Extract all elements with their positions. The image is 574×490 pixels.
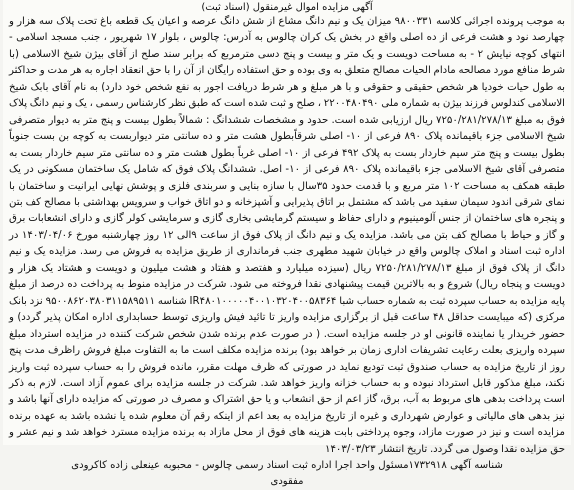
notice-header: آگهی مزایده اموال غیرمنقول (اسناد ثبت) [201, 2, 373, 13]
notice-id-and-signatory: شناسه آگهی ۱۷۳۲۹۱۸مسئول واحد اجرا اداره ثبت اسناد رسمی چالوس - محبوبه عینعلی زاده کاکرودی [71, 460, 503, 472]
notice-body: به موجب پرونده اجرائی کلاسه ۹۸۰۰۳۳۱ میزان یک و نیم دانگ مشاع از شش دانگ عرصه و اعیان یک قطعه باغ تحت پلاک سه هزار و چهارصد نود و هشت فرعی از ده اصلی واقع در بخش یک کران چالوس به آدرس: چالوس ، بلوار ۱۷ شهریور ، جنب مسجد اسلامی - انتهای کوچه نیایش ۲ - به مساحت دویست و یک متر و بیست و پنج دسی مترمربع که برابر سند صلح از آقای بیژن شیخ الاسلامی (با شرط منافع مورد مصالحه مادام الحیات مصالح متعلق به وی بوده و حق استفاده رایگان از آن را با حق انعقاد اجاره به هر مدت و حداکثر به طول حیات خودیا هر شخص حقیقی و حقوقی و با هر مبلغ و هر شرط دریافت اجور به نفع شخص خود دارد) به نام آقای بابک شیخ الاسلامی کندلوس فرزند بیژن به شماره ملی ۲۲۰۰۴۸۰۴۹۰ ، صلح و ثبت شده است که طبق نظر کارشناس رسمی ، یک و نیم دانگ پلاک فوق به مبلغ ۷۲۵۰/۲۸۱/۲۷۸/۱۳ ریال ارزیابی شده است. حدود و مشخصات ششدانگ : شمالاً بطول بیست و پنج متر به دیوار متصرفی شیخ الاسلامی جزء باقیمانده پلاک ۸۹۰ فرعی از ۱۰- اصلی شرقاًبطول هشت متر و ده سانتی متر دیواربست به کوچه بن بست جنوباً بطول بیست و پنج متر سیم خاردار بست به پلاک ۴۹۲ فرعی از ۱۰- اصلی غرباً بطول هشت متر و ده سانتی متر سیم خاردار بست به متصرفی آقای شیخ الاسلامی جزء باقیمانده پلاک ۸۹۰ فرعی از ۱۰- اصل. ششدانگ پلاک فوق که شامل یک ساختمان مسکونی در یک طبقه همکف به مساحت ۱۰۲ متر مربع و با قدمت حدود ۳۵سال با سازه بنایی و سربندی فلزی و پوشش نهایی ایرانیت و ساختمان با نمای شرقی اندود سیمان سفید می باشد که مشتمل بر اتاق پذیرایی و آشپزخانه و دو اتاق خواب و سرویس بهداشتی با مصالح کف بتن و پنجره های ساختمان از جنس آلومینیوم و دارای حفاظ و سیستم گرمایشی بخاری گازی و سرمایشی کولر گازی و دارای انشعابات برق و گاز و حیاط با مصالح کف بتن می باشد. مزایده یک و نیم دانگ از پلاک فوق از ساعت ۹الی ۱۲ روز چهارشنبه مورخ ۱۴۰۳/۰۴/۰۶ در اداره ثبت اسناد و املاک چالوس واقع در خیابان شهید مطهری جنب فرمانداری از طریق مزایده به فروش می رسد. مزایده یک و نیم دانگ از پلاک فوق از مبلغ ۷۲۵۰/۲۸۱/۲۷۸/۱۳ ریال (سیزده میلیارد و هفتصد و هفتاد و هشت میلیون و دویست و هشتاد یک هزار و دویست و پنجاه ریال) شروع و به بالاترین قیمت پیشنهادی نقدا فروخته می شود. شرکت در مزایده منوط به پرداخت ده درصد از مبلغ پایه مزایده به حساب سپرده ثبت به شماره حساب شبا IR۴۸۰۱۰۰۰۰۰۴۰۰۱۰۳۲۰۴۰۰۵۸۳۶۴ شناسه ۹۵۰۰۸۶۲۰۳۸۰۳۱۱۵۸۹۵۱۱ نزد بانک مرکزی (که میبایست حداقل ۴۸ ساعت قبل از برگزاری مزایده واریز تا تائید فیش واریزی توسط حسابداری اداره امکان پذیر گردد) و حضور خریدار یا نماینده قانونی او در جلسه مزایده است. ( در صورت عدم برنده شدن شخص شرکت کننده در مزایده استرداد مبلغ سپرده واریزی بعلت رعایت تشریفات اداری زمان بر خواهد بود) برنده مزایده مکلف است ما به التفاوت مبلغ فروش راظرف مدت پنج روز از تاریخ مزایده به حساب صندوق ثبت تودیع نماید در صورتی که ظرف مهلت مقرر، مانده فروش را به حساب سپرده ثبت واریز نکند، مبلغ مذکور قابل استرداد نبوده و به حساب خزانه واریز خواهد شد. شرکت در جلسه مزایده برای عموم آزاد است. لازم به ذکر است پرداخت بدهی های مربوط به آب، برق، گاز اعم از حق انشعاب و یا حق اشتراک و مصرف در صورتی که مزایده دارای آنها باشد و نیز بدهی های مالیاتی و عوارض شهرداری و غیره از تاریخ مزایده به بعد اعم از اینکه رقم آن معلوم شده یا نشده باشد به عهده برنده مزایده است و نیز در صورت مازاد، وجوه پرداختی بابت هزینه های فوق از محل مازاد به برنده مزایده مسترد خواهد شد و نیم عشر و حق مزایده نقدا وصول می گردد. تاریخ انتشار ۱۴۰۳/۰۳/۲۳ [9, 16, 566, 455]
auction-notice [3, 0, 571, 488]
notice-footer [9, 458, 565, 490]
lost-notice-heading: مفقودی [270, 476, 304, 488]
